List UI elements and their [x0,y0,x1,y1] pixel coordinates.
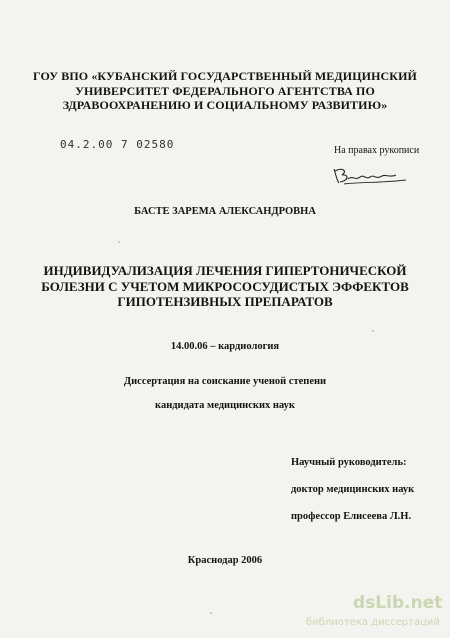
dissertation-type-line-2: кандидата медицинских наук [155,400,295,411]
rights-note: На правах рукописи [334,145,420,156]
dissertation-title [0,263,450,310]
watermark-brand: dsLib.net [353,593,443,613]
handwritten-signature [330,163,410,187]
scan-speck [210,612,212,614]
specialty-code: 14.00.06 – кардиология [170,341,280,352]
title-line-2: БОЛЕЗНИ С УЧЕТОМ МИКРОСОСУДИСТЫХ ЭФФЕКТОВ [41,278,409,294]
supervisor-degree: доктор медицинских наук [291,484,415,495]
scan-speck [372,330,374,332]
library-stamp-code: 04.2.00 7 02580 [60,138,175,151]
supervisor-heading: Научный руководитель: [291,457,407,468]
title-line-1: ИНДИВИДУАЛИЗАЦИЯ ЛЕЧЕНИЯ ГИПЕРТОНИЧЕСКОЙ [43,263,407,278]
institution-line-3: ЗДРАВООХРАНЕНИЮ И СОЦИАЛЬНОМУ РАЗВИТИЮ» [62,98,388,112]
author-name: БАСТЕ ЗАРЕМА АЛЕКСАНДРОВНА [134,206,316,217]
institution-line-2: УНИВЕРСИТЕТ ФЕДЕРАЛЬНОГО АГЕНТСТВА ПО [75,83,375,98]
scan-speck [118,241,120,243]
institution-line-1: ГОУ ВПО «КУБАНСКИЙ ГОСУДАРСТВЕННЫЙ МЕДИЦИНСКИЙ [33,69,417,83]
dissertation-type-line-1: Диссертация на соискание ученой степени [123,376,327,387]
city-and-year: Краснодар 2006 [187,555,263,566]
institution-header [0,69,450,113]
watermark-subtitle: библиотека диссертаций [306,617,440,628]
supervisor-name: профессор Елисеева Л.Н. [291,511,412,522]
title-line-3: ГИПОТЕНЗИВНЫХ ПРЕПАРАТОВ [117,294,333,309]
